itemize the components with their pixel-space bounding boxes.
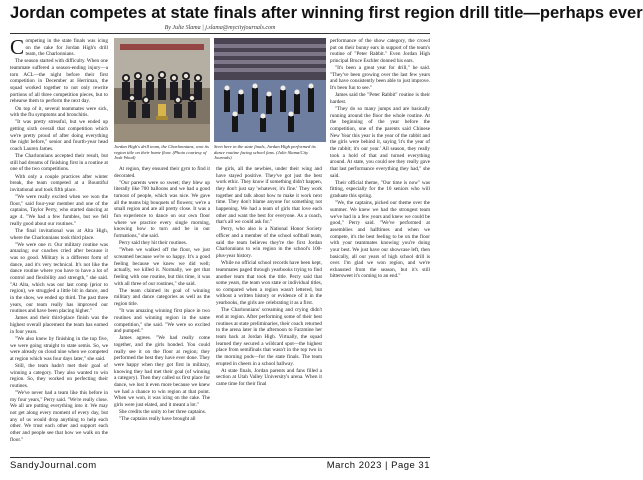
article-paragraph: She credits the unity to her three captains. xyxy=(119,409,207,416)
article-paragraph: the girls, all the newbies, under their wing and have stayed positive. They've got just the best work ethic. They know if something didn't happen, they don't just say 'whatever, it's fine.' They work together and talk about how to make it work next time. They don't blame anyone for something not happening. We had a team of girls that love each other and want the best for everyone. As a coach, that's all we could ask for." xyxy=(216,166,322,226)
article-column-3 xyxy=(216,166,322,456)
header-rule xyxy=(10,33,430,34)
performance-photo-illustration xyxy=(214,38,326,142)
article-paragraph: "It was amazing winning first place in two routines and winning region in the same competition," she said. "We were so excited and pumped." xyxy=(114,308,210,335)
article-column-2 xyxy=(114,166,210,456)
article-column-1 xyxy=(10,35,108,456)
article-paragraph: The Charlonnians accepted their result, but still had dreams of finishing first in a routine at one of the two competitions. xyxy=(10,153,108,173)
article-paragraph: James said the "Peter Rabbit" routine is their hardest. xyxy=(330,92,430,105)
footer-rule xyxy=(10,457,430,458)
article-paragraph: "We've never had a team like this before in my four years," Perry said. "We're really close. We all are putting everything into it. We may not get along every moment of every day, but any of us would drop anything to help each other. We trust each other and support each other and people see that how we walk on the floor." xyxy=(10,390,108,443)
byline: By Julie Slama | j.slama@mycityjournals.com xyxy=(164,25,276,31)
article-paragraph: The team claimed its goal of winning military and dance categories as well as the region title. xyxy=(114,287,210,308)
article-paragraph: The final invitational was at Alta High, where the Charlonnians took third place. xyxy=(10,227,108,241)
article-paragraph: "We were one rr. Our military routine was amazing; our coaches cried after because it was so good. Military is a different form of dance, and it's very technical. It's not like the dance routine where you have to have a lot of control and flexibility and strength," she said. "At Alta, which was our last comp (prior to region), we struggled a little bit in dance, and in the show, we ended up third. The past three years, our team really has improved our routines and have been placing higher." xyxy=(10,241,108,315)
footer-date-page: March 2023 | Page 31 xyxy=(326,460,430,471)
team-photo-caption: Jordan High's drill team, the Charlonnians, won its region title on their home floor. (Photo courtesy of Josh Wood) xyxy=(114,144,209,161)
article-paragraph: "The captains really have brought all xyxy=(119,416,196,423)
performance-photo xyxy=(214,38,326,142)
article-paragraph: Perry, who also is a National Honor Society officer and a member of the school softball team, said the team believes they're the first Jordan Charlonnians to win region in the school's 100-plus-year history. xyxy=(216,226,322,260)
team-photo xyxy=(114,38,210,142)
footer-site-name: SandyJournal.com xyxy=(10,460,97,471)
article-paragraph: "We were really excited when we won the floor," said four-year member and one of the captains, Taylor Perry, who started dancing at age 4. "We had a few fumbles, but we fell really good about our routines." xyxy=(10,194,108,227)
article-paragraph: At state finals, Jordan parents and fans filled a section at Utah Valley University's arena. When it came time for their final xyxy=(216,367,322,387)
article-paragraph: The Charlonnians' screaming and crying didn't end at region. After performing some of their best routines at state preliminaries, their coach returned to the arena later in the afternoon to Farzmine her team back at Jordan High. Virtually, the squad learned they secured a wildcard spot—the highest place from semifinals that wasn't in the top two in the morning pods—for the state finals. The team erupted in cheers in a school hallway. xyxy=(216,307,322,367)
article-paragraph: "We also knew by finishing in the top five, we were going straight to state semis. So, we were already on cloud nine when we competed at region which was four days later," she said. xyxy=(10,335,108,362)
article-paragraph: The season started with difficulty. When one teammate suffered a season-ending injury—a torn ACL—the night before their first competition in December at Herriman, the squad worked together to not only rewrite portions of all three competition pieces, but to rehearse them to perform the next day. xyxy=(10,58,108,105)
article-paragraph: On top of it, several teammates were sick, with the flu symptoms and bronchitis. xyxy=(10,105,108,119)
article-paragraph: James and their third-place finish was the highest overall placement the team has earned in four years. xyxy=(10,315,108,335)
performance-photo-caption: Seen here in the state finals, Jordan High performed its dance routine facing school fans. (Julie Slama/City Journals) xyxy=(214,144,316,161)
article-paragraph: Perry said they hit their routines. xyxy=(119,240,187,247)
article-paragraph: Competing in the state finals was icing on the cake for Jordan High's drill team, the Charlonnians. xyxy=(10,35,108,59)
article-paragraph: Still, the team hadn't met their goal of winning a category. They also wanted to win region. So, they worked on perfecting their routines. xyxy=(10,363,108,389)
article-paragraph: Their official theme, "Our time is now" was fitting, especially for the 10 seniors who will graduate this spring. xyxy=(330,179,430,200)
article-paragraph: "We, the captains, picked our theme over the summer. We knew we had the strongest team we've had in a few years and knew we could be good," Perry said. "We've performed at assemblies and halftimes and when we compete, it's the best feeling to be on the floor with your teammates knowing you're doing your best. We just have our showcase left, then basically, all our years of high school drill is over. I'm glad we won region, and we're exhausted from the season, but it's still bittersweet it's coming to an end." xyxy=(330,200,430,280)
article-paragraph: James agrees. "We had really come together, and the girls bonded. You could really see it on the floor at region; they performed the best they have ever done. They were happy when they got first in military, knowing they had met their goal (of winning a category). Then they called us first place for dance, we lost it even more because we knew we had a chance to win region at that point. When we won, it was icing on the cake. The girls were just elated, and it meant a lot." xyxy=(114,335,210,408)
article-paragraph: "When we walked off the floor, we just screamed because we're so happy. It's a good feeling because we knew we did well; actually, we killed it. Normally, we get that feeling with one routine, but this time, it was with all three of our routines," she said. xyxy=(114,247,210,287)
article-paragraph: While no official school records have been kept, teammates paged through yearbooks trying to find another team that took the title. Perry said that some years, the team won state or individual titles, so compared when a region wasn't lettered, but without a written history or evidence of it in the yearbooks, the girls are celebrating it as a first. xyxy=(216,260,322,307)
article-paragraph: "It's been a great year for drill," he said. "They've been growing over the last few years and have consistently been able to just improve. It's been fun to see." xyxy=(330,65,430,92)
article-paragraph: performance of the show category, the crowd put on their bunny ears in support of the team's routine of "Peter Rabbit." Even Jordan High principal Bruce Eschler donned his ears. xyxy=(330,38,430,64)
article-paragraph: "It was pretty stressful, but we ended up getting sixth overall that competition which we're pretty proud of after doing everything the night before," senior and fourth-year head coach Lauren James. xyxy=(10,119,108,152)
drop-cap: C xyxy=(10,35,25,59)
article-paragraph: With only a couple practices after winter break, the team competed at a Bountiful invitational and took fifth place. xyxy=(10,173,108,193)
team-photo-illustration xyxy=(114,38,210,142)
article-column-4 xyxy=(330,38,430,456)
headline: Jordan competes at state finals after winning first region drill title—perhaps ever xyxy=(10,4,643,22)
article-paragraph: "Our parents were so sweet; they blew up literally like 700 balloons and we had a good turnout of people, which was nice. We gave all the teams big bouquets of flowers; we're a small region and are all pretty close. It was a fun experience to dance on our own floor where we practice every single morning, knowing how to turn and be in our formations," she said. xyxy=(114,179,210,240)
article-paragraph: At region, they ensured their gym to find it decorated. xyxy=(114,166,210,179)
article-paragraph: "They do so many jumps and are basically running around the floor the whole routine. At the beginning of the year before the competition, one of the parents said Chinese New Year this year is the year of the rabbit and the girls were behind it, saying 'it's the year of the rabbit; it's our year.' All season, they really took a hold of that and turned everything around. At state, you could see they really gave that last performance everything they had," she said. xyxy=(330,106,430,179)
